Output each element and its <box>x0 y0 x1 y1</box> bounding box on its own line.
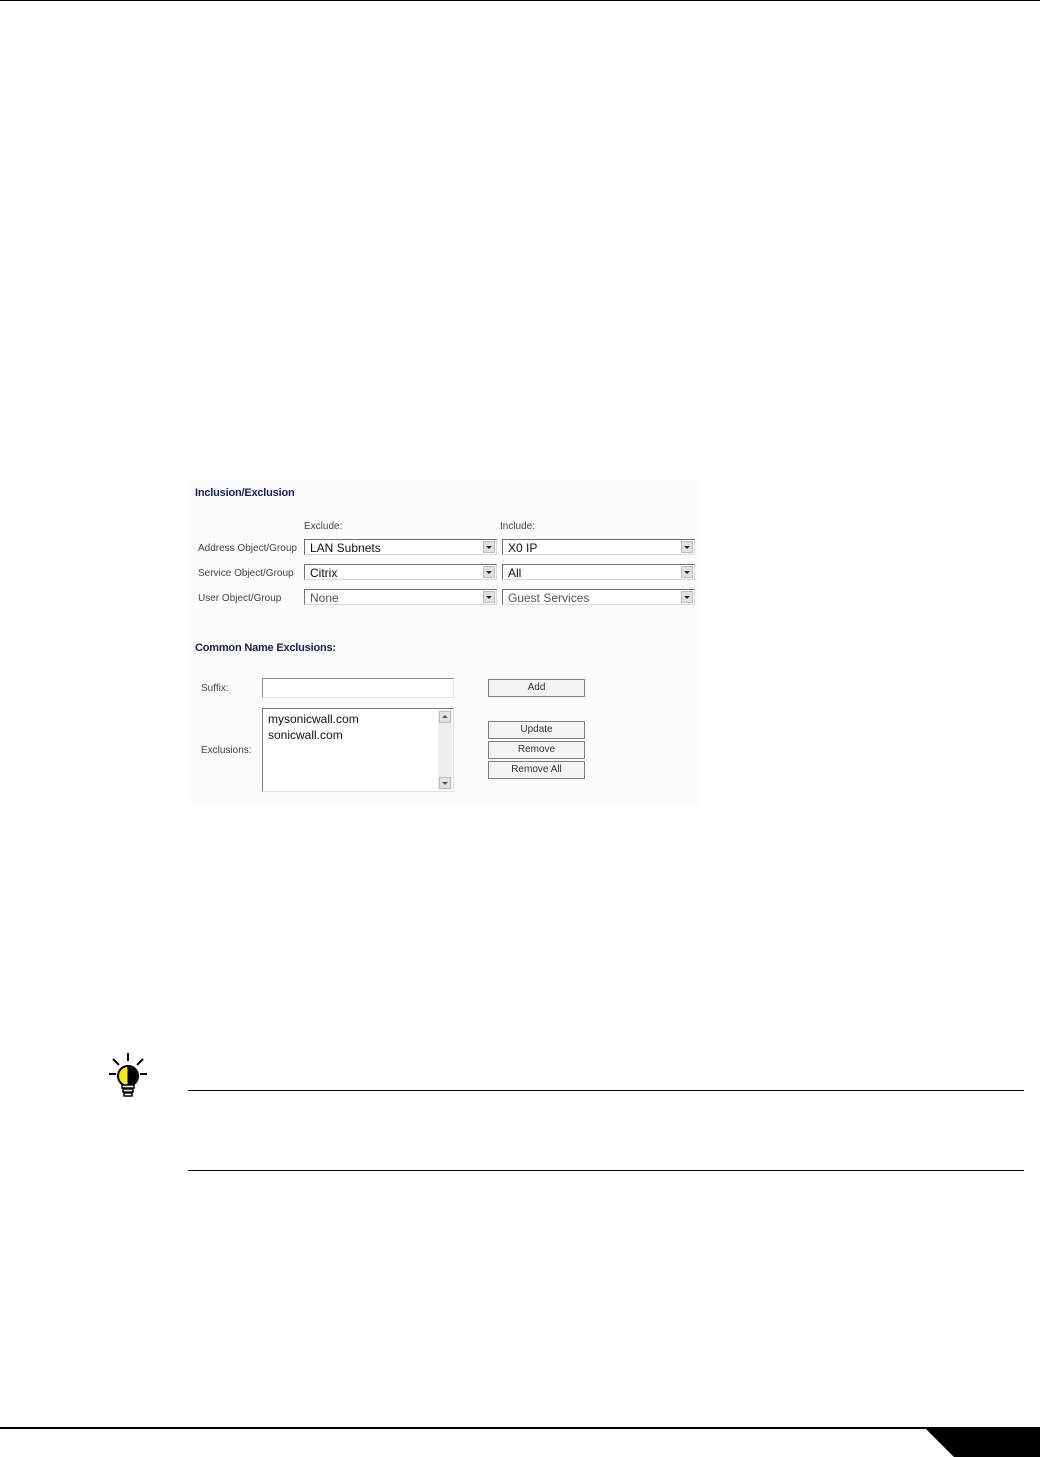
chevron-down-icon[interactable] <box>681 591 693 603</box>
exclude-column-header: Exclude: <box>304 521 343 532</box>
update-button[interactable]: Update <box>488 721 585 739</box>
chevron-down-icon[interactable] <box>681 566 693 578</box>
inclusion-exclusion-title: Inclusion/Exclusion <box>195 487 295 499</box>
service-include-select[interactable] <box>502 564 695 580</box>
chevron-down-icon[interactable] <box>483 541 495 553</box>
user-include-select[interactable] <box>502 589 695 605</box>
address-exclude-select[interactable] <box>304 539 497 555</box>
footer-rule <box>0 1427 1040 1429</box>
service-exclude-value: Citrix <box>310 566 338 580</box>
exclusions-label: Exclusions: <box>201 745 252 756</box>
exclusions-scrollbar[interactable] <box>438 710 452 790</box>
chevron-down-icon[interactable] <box>483 566 495 578</box>
add-button[interactable]: Add <box>488 679 585 697</box>
tip-bottom-rule <box>188 1170 1024 1171</box>
scroll-down-icon[interactable] <box>439 777 451 789</box>
lightbulb-icon <box>108 1052 148 1102</box>
chevron-down-icon[interactable] <box>483 591 495 603</box>
address-include-value: X0 IP <box>508 541 538 555</box>
header-rule <box>0 0 1040 1</box>
footer-corner-tab <box>924 1427 1056 1457</box>
address-include-select[interactable] <box>502 539 695 555</box>
service-include-value: All <box>508 566 522 580</box>
scroll-up-icon[interactable] <box>439 711 451 723</box>
chevron-down-icon[interactable] <box>681 541 693 553</box>
remove-all-button[interactable]: Remove All <box>488 761 585 779</box>
include-column-header: Include: <box>500 521 536 532</box>
user-exclude-value: None <box>310 591 339 605</box>
common-name-exclusions-title: Common Name Exclusions: <box>195 642 336 654</box>
service-exclude-select[interactable] <box>304 564 497 580</box>
user-exclude-select[interactable] <box>304 589 497 605</box>
exclusions-listbox[interactable] <box>262 708 454 792</box>
user-object-label: User Object/Group <box>198 593 282 604</box>
service-object-label: Service Object/Group <box>198 568 294 579</box>
address-exclude-value: LAN Subnets <box>310 541 381 555</box>
list-item[interactable]: sonicwall.com <box>268 728 343 742</box>
list-item[interactable]: mysonicwall.com <box>268 712 359 726</box>
inclusion-exclusion-screenshot <box>191 480 700 803</box>
address-object-label: Address Object/Group <box>198 543 297 554</box>
tip-top-rule <box>188 1090 1024 1091</box>
suffix-label: Suffix: <box>201 683 229 694</box>
user-include-value: Guest Services <box>508 591 590 605</box>
suffix-input[interactable] <box>262 678 454 698</box>
remove-button[interactable]: Remove <box>488 741 585 759</box>
